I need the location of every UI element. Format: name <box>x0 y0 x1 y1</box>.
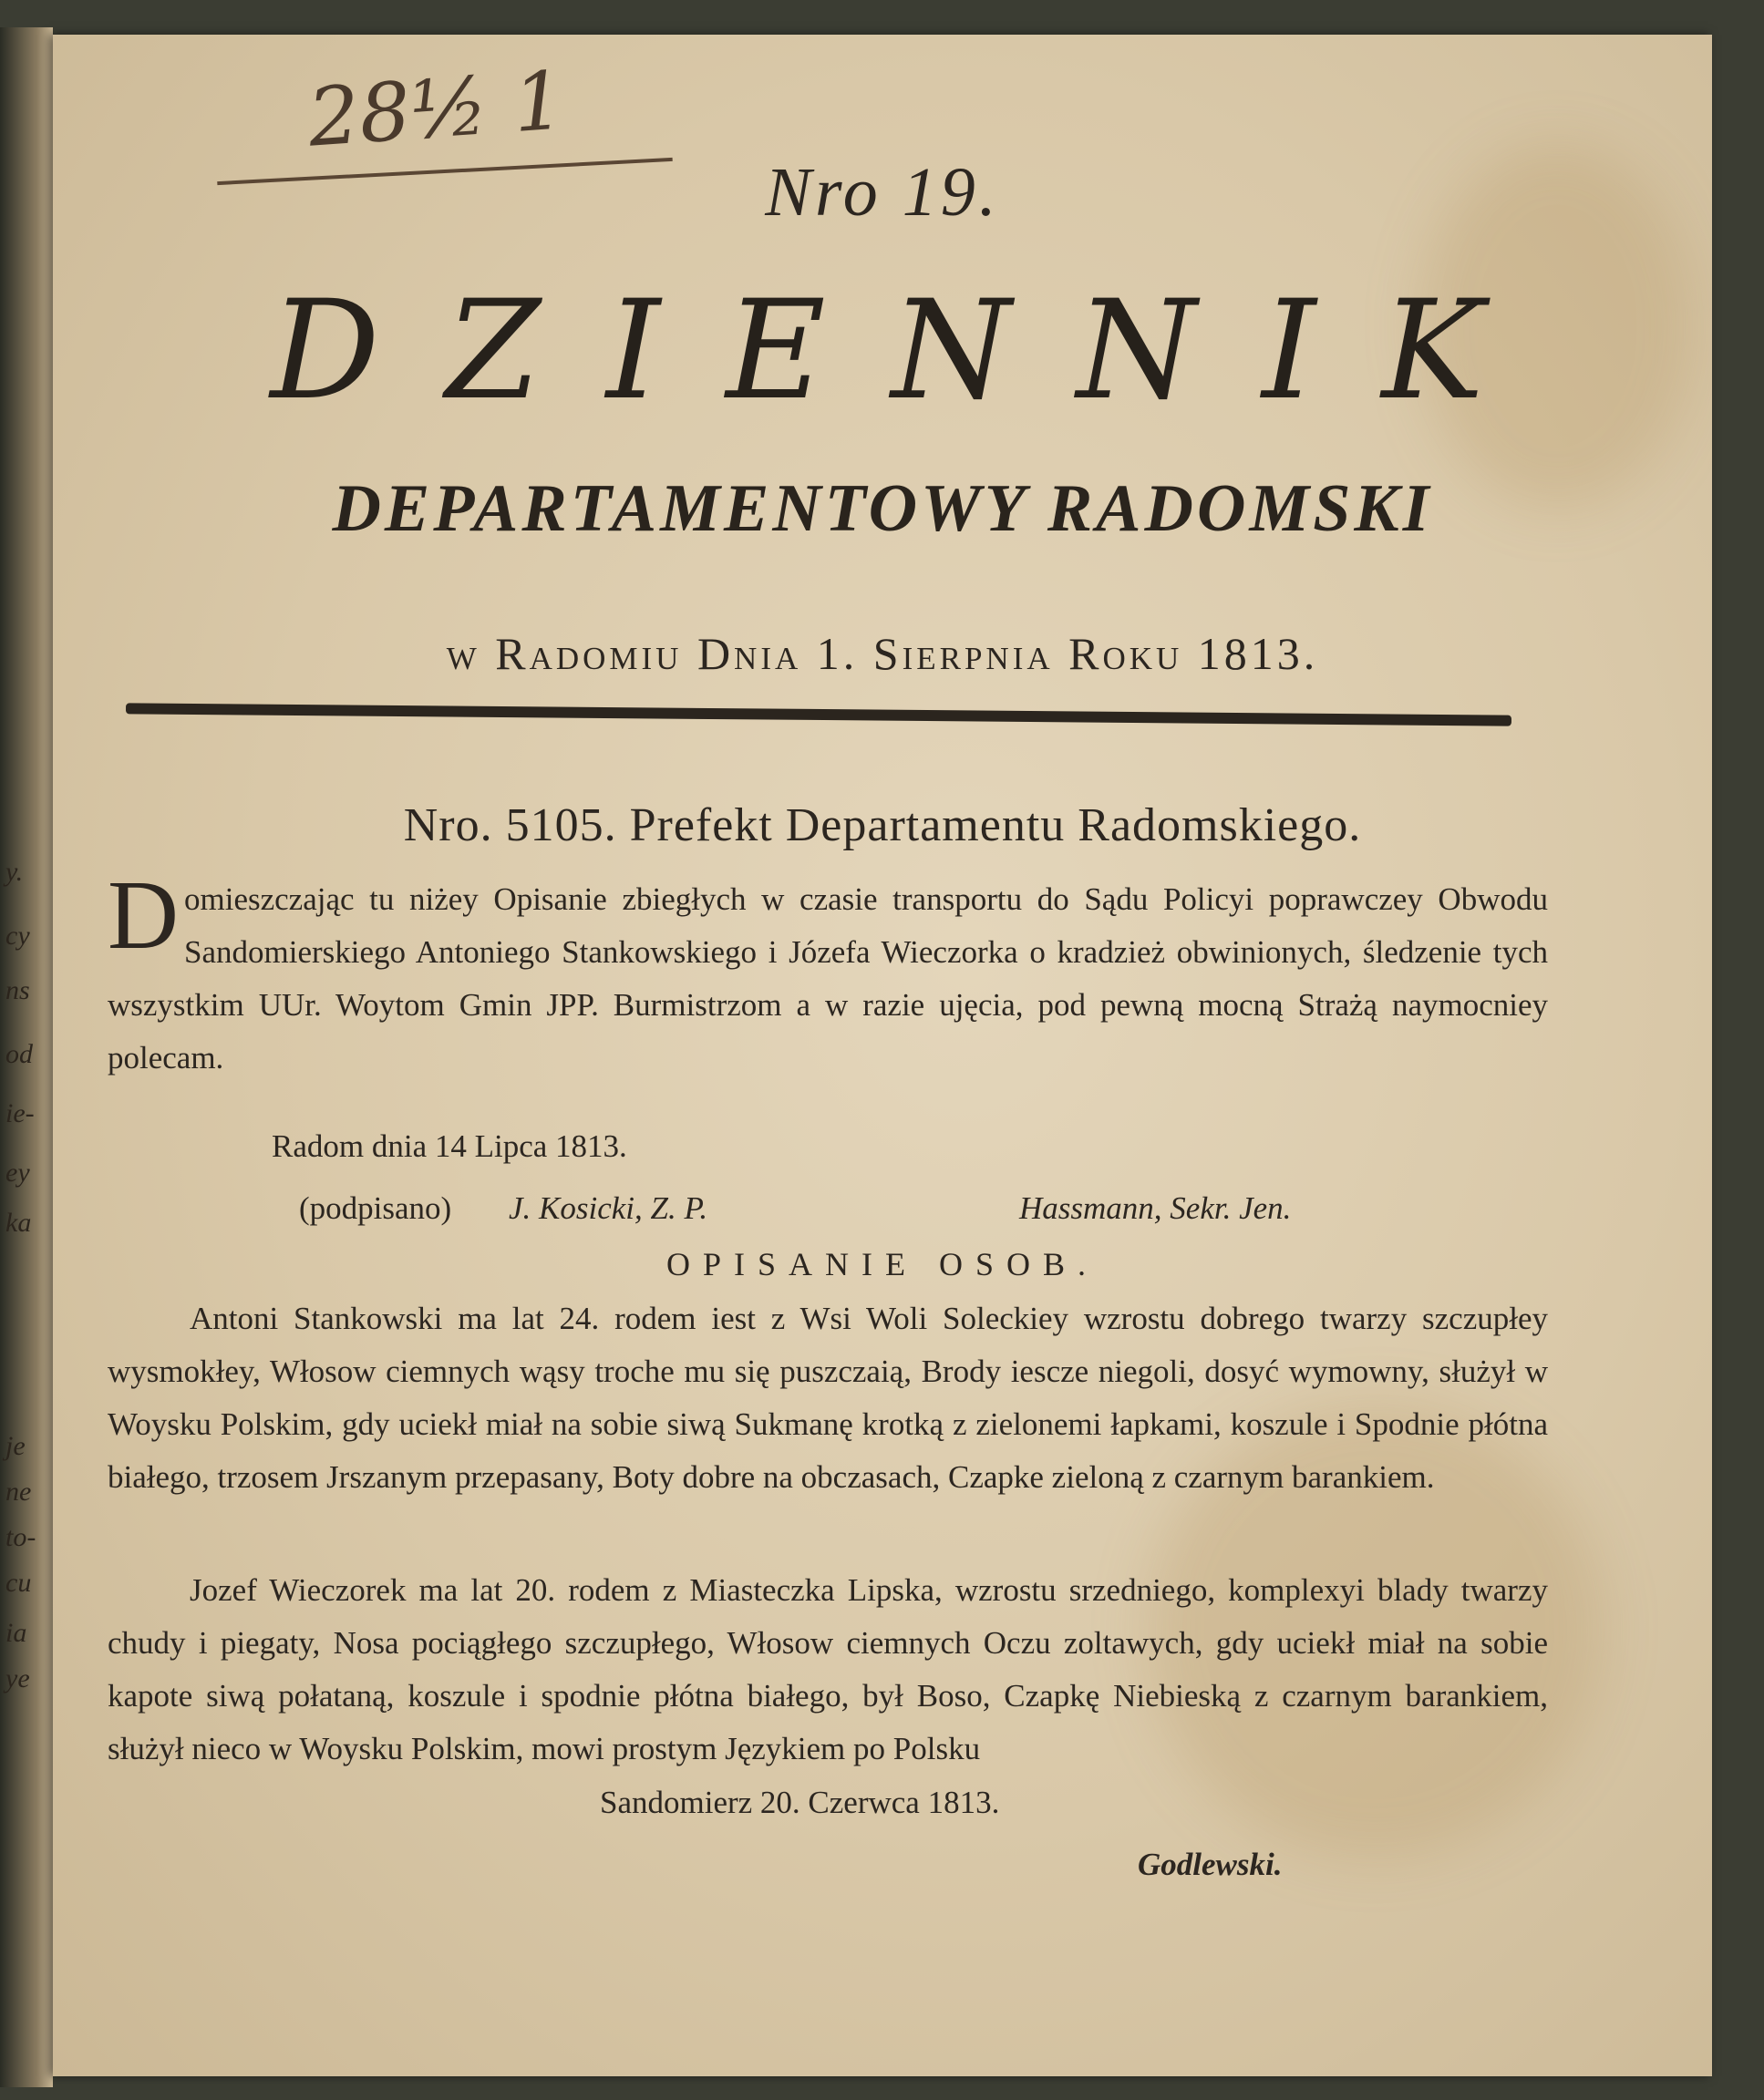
newspaper-page <box>53 35 1712 2076</box>
place-date-2: Sandomierz 20. Czerwca 1813. <box>600 1785 1000 1820</box>
section-title: OPISANIE OSOB. <box>665 1246 1099 1282</box>
margin-note: ie- <box>5 1098 35 1128</box>
notice-text: omieszczając tu niżey Opisanie zbiegłych w czasie transportu do Sądu Policyi poprawczey Obwodu Sandomierskiego Antoniego Stankowskiego i Józefa Wieczorka o kradzież obwinionych, śledzenie tych wszystkim UUr. Woytom Gmin JPP. Burmistrzom a w razie ujęcia, pod pewną mocną Strażą naymocniey polecam. <box>108 881 1548 1076</box>
signed-label: (podpisano) <box>299 1190 452 1226</box>
margin-note: ne <box>5 1477 32 1507</box>
handwritten-archive-number: 28½ 1 <box>304 53 568 165</box>
margin-note: ye <box>5 1663 30 1693</box>
margin-note: cu <box>5 1568 32 1598</box>
notice-heading: Nro. 5105. Prefekt Departamentu Radomskiego. <box>403 799 1362 851</box>
issue-number: Nro 19. <box>765 154 1000 231</box>
signature-prefect: J. Kosicki, Z. P. <box>509 1190 708 1226</box>
margin-note: to- <box>5 1522 36 1552</box>
dateline: w Radomiu Dnia 1. Sierpnia Roku 1813. <box>446 628 1319 679</box>
description-paragraph-2: Jozef Wieczorek ma lat 20. rodem z Miasteczka Lipska, wzrostu srzedniego, komplexyi blady twarzy chudy i piegaty, Nosa pociągłego szczupłego, Włosow ciemnych Oczu zoltawych, gdy uciekł miał na sobie kapote siwą połataną, koszule i spodnie płótna białego, był Boso, Czapkę Niebieską z czarnym barankiem, służył nieco w Woysku Polskim, mowi prostym Językiem po Polsku <box>108 1572 1548 1766</box>
signature-godlewski: Godlewski. <box>1138 1847 1283 1882</box>
place-date: Radom dnia 14 Lipca 1813. <box>272 1128 627 1164</box>
margin-note: od <box>5 1039 33 1069</box>
masthead-title: DZIENNIK <box>270 272 1550 430</box>
margin-note: ia <box>5 1618 27 1648</box>
margin-note: ey <box>5 1158 30 1188</box>
drop-cap: D <box>108 861 179 970</box>
margin-note: ka <box>5 1208 32 1238</box>
masthead-subtitle: DEPARTAMENTOWY RADOMSKI <box>332 471 1433 546</box>
margin-note: cy <box>5 921 30 951</box>
signature-secretary: Hassmann, Sekr. Jen. <box>1019 1190 1292 1226</box>
margin-note: ns <box>5 975 30 1005</box>
description-paragraph-1: Antoni Stankowski ma lat 24. rodem iest z Wsi Woli Soleckiey wzrostu dobrego twarzy szczupłey wysmokłey, Włosow ciemnych wąsy troche mu się puszczaią, Brody iescze niegoli, dosyć wymowny, służył w Woysku Polskim, gdy uciekł miał na sobie siwą Sukmanę krotką z zielonemi łapkami, koszule i Spodnie płótna białego, trzosem Jrszanym przepasany, Boty dobre na obczasach, Czapke zieloną z czarnym barankiem. <box>108 1301 1548 1495</box>
masthead-rule <box>126 703 1511 726</box>
book-spine-edge <box>0 27 53 2087</box>
margin-note: je <box>5 1431 26 1461</box>
margin-note: y. <box>5 857 24 887</box>
notice-paragraph <box>108 861 1548 1085</box>
